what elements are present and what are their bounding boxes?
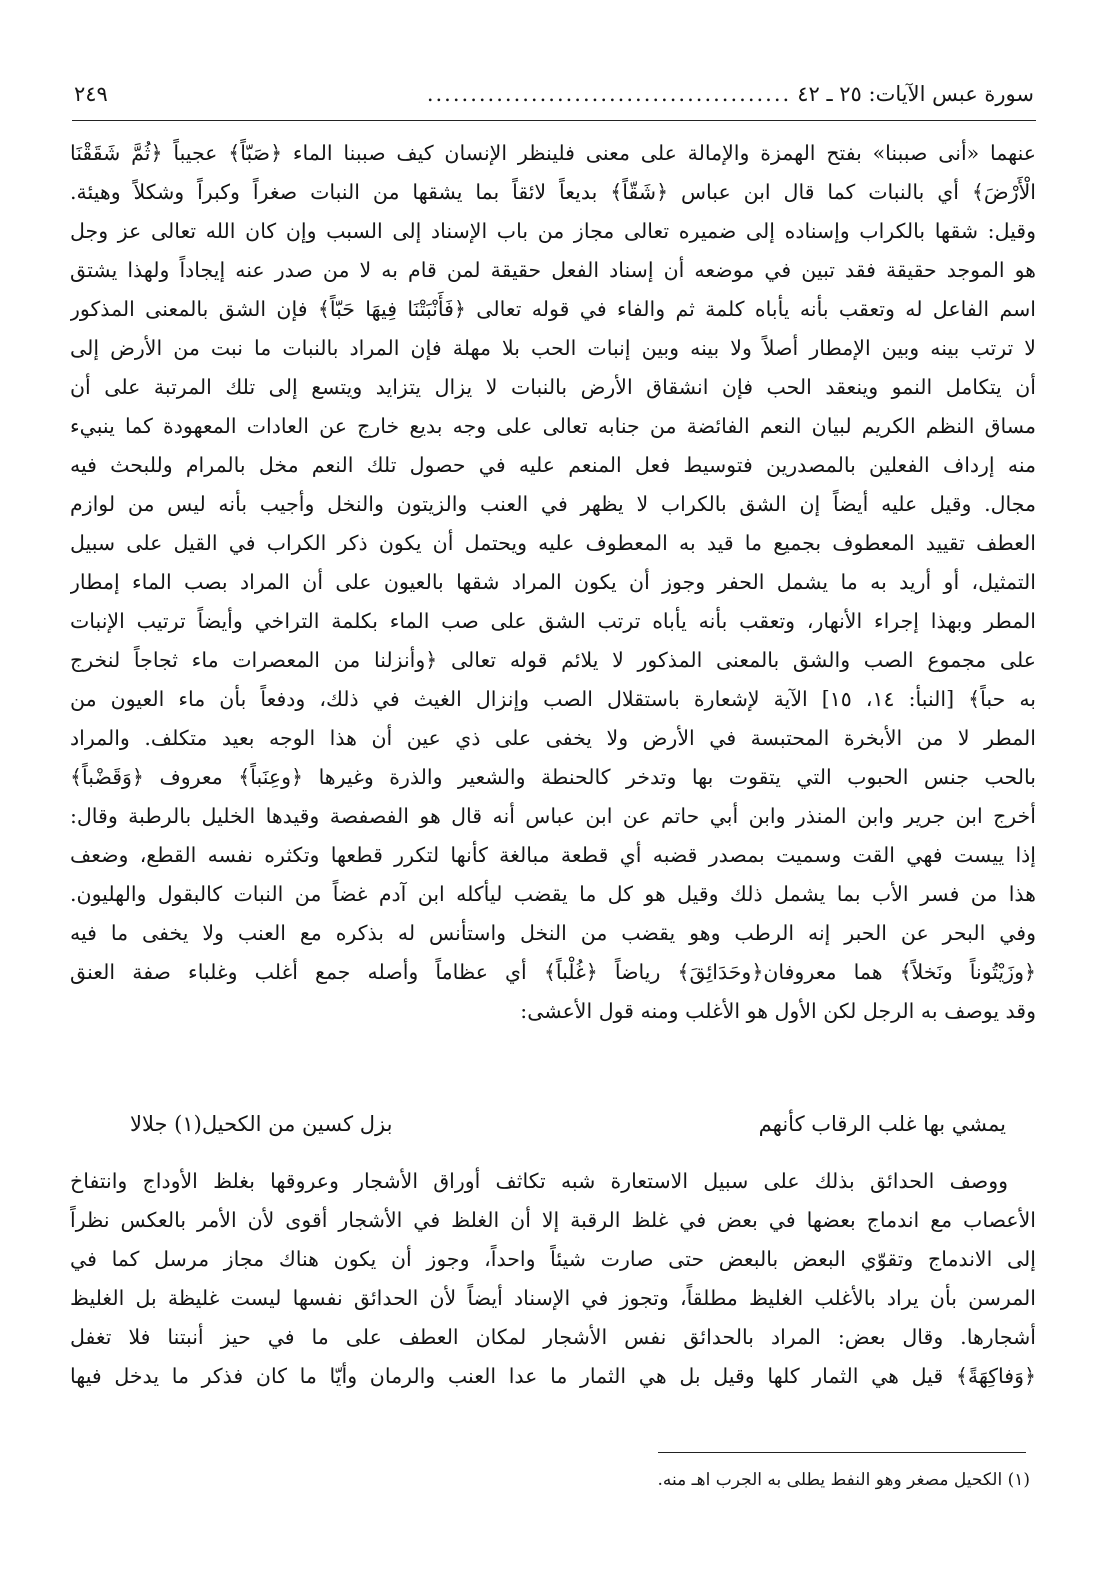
text-line: مساق النظم الكريم لبيان النعم الفائضة من جنابه تعالى على وجه بديع خارج عن العادات المعهودة كما ينبيء bbox=[70, 414, 1036, 438]
text-line: هذا من فسر الأب بما يشمل ذلك وقيل هو كل ما يقضب ليأكله ابن آدم غضاً من النبات كالبقول والهليون. bbox=[70, 882, 1036, 906]
text-line: بالحب جنس الحبوب التي يتقوت بها وتدخر كالحنطة والشعير والذرة وغيرها ﴿وعِنَباً﴾ معروف ﴿وَقَضْباً﴾ bbox=[70, 765, 1036, 789]
header-leader-dots: .......................................... bbox=[426, 82, 792, 106]
text-line: إلى الاندماج وتقوّي البعض بالبعض حتى صارت شيئاً واحداً، وجوز أن يكون هناك مجاز مرسل كما في bbox=[70, 1247, 1036, 1271]
text-line: هو الموجد حقيقة فقد تبين في موضعه أن إسناد الفعل حقيقة لمن قام به لا من صدر عنه إيجاداً ولهذا يشتق bbox=[70, 258, 1036, 282]
text-line: ﴿وزَيْتُوناً ونَخلاً﴾ هما معروفان﴿وحَدَائِقَ﴾ رياضاً ﴿غُلْباً﴾ أي عظاماً وأصله جمع أغلب وغلباء صفة العنق bbox=[70, 960, 1036, 984]
text-line: التمثيل، أو أريد به ما يشمل الحفر وجوز أن يكون المراد شقها بالعيون على أن المراد بصب الماء إمطار bbox=[70, 570, 1036, 594]
text-line: مجال. وقيل عليه أيضاً إن الشق بالكراب لا يظهر في العنب والزيتون والنخل وأجيب بأنه ليس من لوازم bbox=[70, 492, 1036, 516]
poetry-verse bbox=[130, 1112, 1006, 1152]
text-line: عنهما «أنى صببنا» بفتح الهمزة والإمالة على معنى فلينظر الإنسان كيف صببنا الماء ﴿صَبّاً﴾ عجيباً ﴿ثُمَّ شَقَقْنَا bbox=[70, 141, 1036, 165]
verse-first-hemistich: يمشي بها غلب الرقاب كأنهم bbox=[758, 1112, 1006, 1136]
text-line: العطف تقييد المعطوف بجميع ما قيد به المعطوف عليه ويحتمل أن يكون ذكر الكراب في القيل على سبيل bbox=[70, 531, 1036, 555]
text-line: أشجارها. وقال بعض: المراد بالحدائق نفس الأشجار لمكان العطف على ما في حيز أنبتنا فلا تغفل bbox=[70, 1325, 1036, 1349]
text-line: على مجموع الصب والشق بالمعنى المذكور لا يلائم قوله تعالى ﴿وأنزلنا من المعصرات ماء ثجاجاً لنخرج bbox=[70, 648, 1036, 672]
text-line: الأعصاب مع اندماج بعضها في بعض في غلظ الرقبة إلا أن الغلظ في الأشجار أقوى لأن الأمر بالعكس نظراً bbox=[70, 1208, 1036, 1232]
commentary-paragraph-1 bbox=[70, 134, 1036, 1031]
text-line: وفي البحر عن الحبر إنه الرطب وهو يقضب من النخل واستأنس له بذكره مع العنب ولا يخفى ما فيه bbox=[70, 921, 1036, 945]
text-line: وقيل: شقها بالكراب وإسناده إلى ضميره تعالى مجاز من باب الإسناد إلى السبب وإن كان الله تعالى عز وجل bbox=[70, 219, 1036, 243]
text-line: اسم الفاعل له وتعقب بأنه يأباه كلمة ثم والفاء في قوله تعالى ﴿فَأَنْبَتْنَا فِيهَا حَبّاً﴾ فإن الشق بالمعنى المذكور bbox=[70, 297, 1036, 321]
text-line: أخرج ابن جرير وابن المنذر وابن أبي حاتم عن ابن عباس أنه قال هو الفصفصة وقيدها الخليل بالرطبة وقال: bbox=[70, 804, 1036, 828]
text-line: المطر لا من الأبخرة المحتبسة في الأرض ولا يخفى على ذي عين أن هذا الوجه بعيد متكلف. والمراد bbox=[70, 726, 1036, 750]
commentary-paragraph-2 bbox=[70, 1162, 1036, 1396]
footnote: (١) الكحيل مصغر وهو النفط يطلى به الجرب اهـ منه. bbox=[657, 1470, 1030, 1490]
text-line: لا ترتب بينه وبين الإمطار أصلاً ولا بينه وبين إنبات الحب بلا مهلة فإن المراد بالنبات ما نبت من الأرض إلى bbox=[70, 336, 1036, 360]
text-line: ووصف الحدائق بذلك على سبيل الاستعارة شبه تكاثف أوراق الأشجار وعروقها بغلظ الأوداج وانتفاخ bbox=[70, 1169, 1008, 1193]
footnote-rule bbox=[658, 1452, 1026, 1453]
text-line: الْأَرْضَ﴾ أي بالنبات كما قال ابن عباس ﴿شَقّاً﴾ بديعاً لائقاً بما يشقها من النبات صغراً وكبراً وشكلاً وهيئة. bbox=[70, 180, 1036, 204]
header-rule bbox=[72, 120, 1036, 121]
text-line: أن يتكامل النمو وينعقد الحب فإن انشقاق الأرض بالنبات لا يزال يتزايد ويتسع إلى تلك المرتبة على أن bbox=[70, 375, 1036, 399]
verse-second-hemistich: بزل كسين من الكحيل(١) جلالا bbox=[130, 1112, 393, 1136]
page-number: ٢٤٩ bbox=[74, 82, 108, 106]
text-line: وقد يوصف به الرجل لكن الأول هو الأغلب ومنه قول الأعشى: bbox=[520, 999, 1036, 1023]
text-line: منه إرداف الفعلين بالمصدرين فتوسيط فعل المنعم عليه في حصول تلك النعم مخل بالمرام وللبحث فيه bbox=[70, 453, 1036, 477]
text-line: إذا ييست فهي القت وسميت بمصدر قضبه أي قطعة مبالغة كأنها لتكرر قطعها وتكثره نفسه القطع، وضعف bbox=[70, 843, 1036, 867]
page-header bbox=[74, 82, 1034, 116]
surah-title: سورة عبس الآيات: ٢٥ ـ ٤٢ bbox=[797, 82, 1034, 106]
text-line: به حباً﴾ [النبأ: ١٤، ١٥] الآية لإشعارة باستقلال الصب وإنزال الغيث في ذلك، ودفعاً بأن ماء العيون من bbox=[70, 687, 1036, 711]
text-line: المرسن بأن يراد بالأغلب الغليظ مطلقاً، وتجوز في الإسناد أيضاً لأن الحدائق نفسها ليست غليظة بل الغليظ bbox=[70, 1286, 1036, 1310]
text-line: المطر وبهذا إجراء الأنهار، وتعقب بأنه يأباه ترتب الشق على صب الماء بكلمة التراخي وأيضاً ترتيب الإنبات bbox=[70, 609, 1036, 633]
text-line: ﴿وَفاكِهَةً﴾ قيل هي الثمار كلها وقيل بل هي الثمار ما عدا العنب والرمان وأيّا ما كان فذكر ما يدخل فيها bbox=[70, 1364, 1036, 1388]
